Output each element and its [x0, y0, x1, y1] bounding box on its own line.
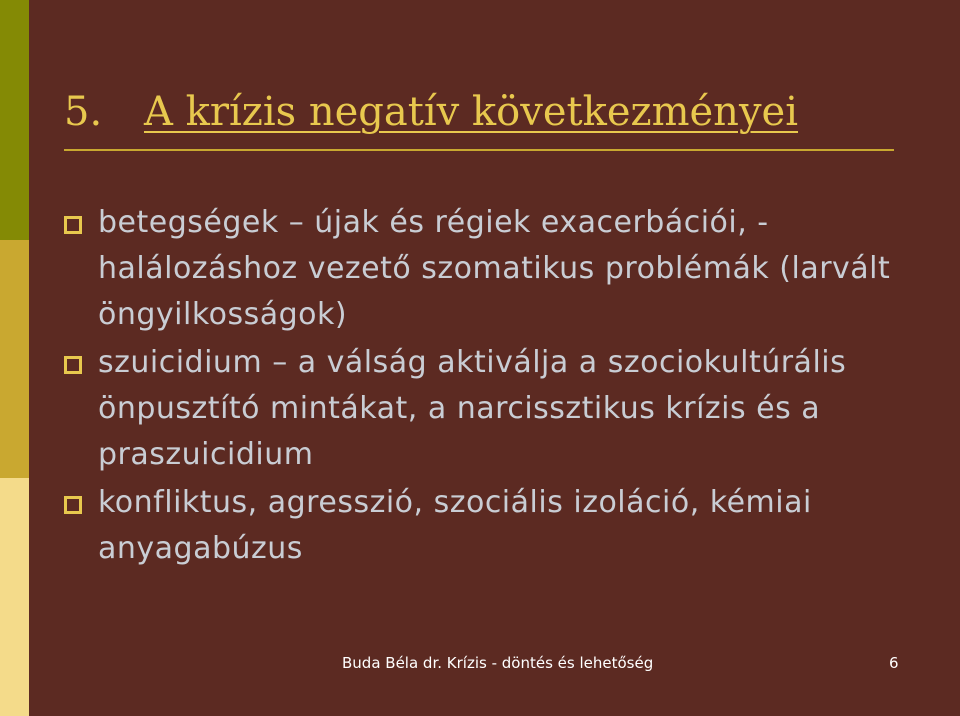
slide-title: [64, 86, 894, 138]
title-underline-rule: [64, 149, 894, 151]
bullet-text: szuicidium – a válság aktiválja a szociokultúrális önpusztító mintákat, a narcissztikus krízis és a praszuicidium: [98, 345, 847, 472]
bullet-list: [64, 200, 924, 574]
bullet-text: betegségek – újak és régiek exacerbációi, - halálozáshoz vezető szomatikus problémák (larvált öngyilkosságok): [98, 205, 891, 332]
side-bar-middle-segment: [0, 240, 29, 478]
decorative-side-bar: [0, 0, 29, 716]
square-bullet-icon: [64, 356, 82, 374]
bullet-text: konfliktus, agresszió, szociális izoláció, kémiai anyagabúzus: [98, 485, 812, 566]
slide-title-number: 5.: [64, 89, 103, 135]
slide-title-text: A krízis negatív következményei: [144, 89, 799, 135]
square-bullet-icon: [64, 216, 82, 234]
bullet-item: [64, 480, 924, 572]
slide-footer: Buda Béla dr. Krízis - döntés és lehetőség: [342, 654, 654, 672]
bullet-item: [64, 200, 924, 338]
bullet-item: [64, 340, 924, 478]
page-number: 6: [889, 654, 899, 672]
square-bullet-icon: [64, 496, 82, 514]
side-bar-bottom-segment: [0, 478, 29, 716]
side-bar-top-segment: [0, 0, 29, 240]
